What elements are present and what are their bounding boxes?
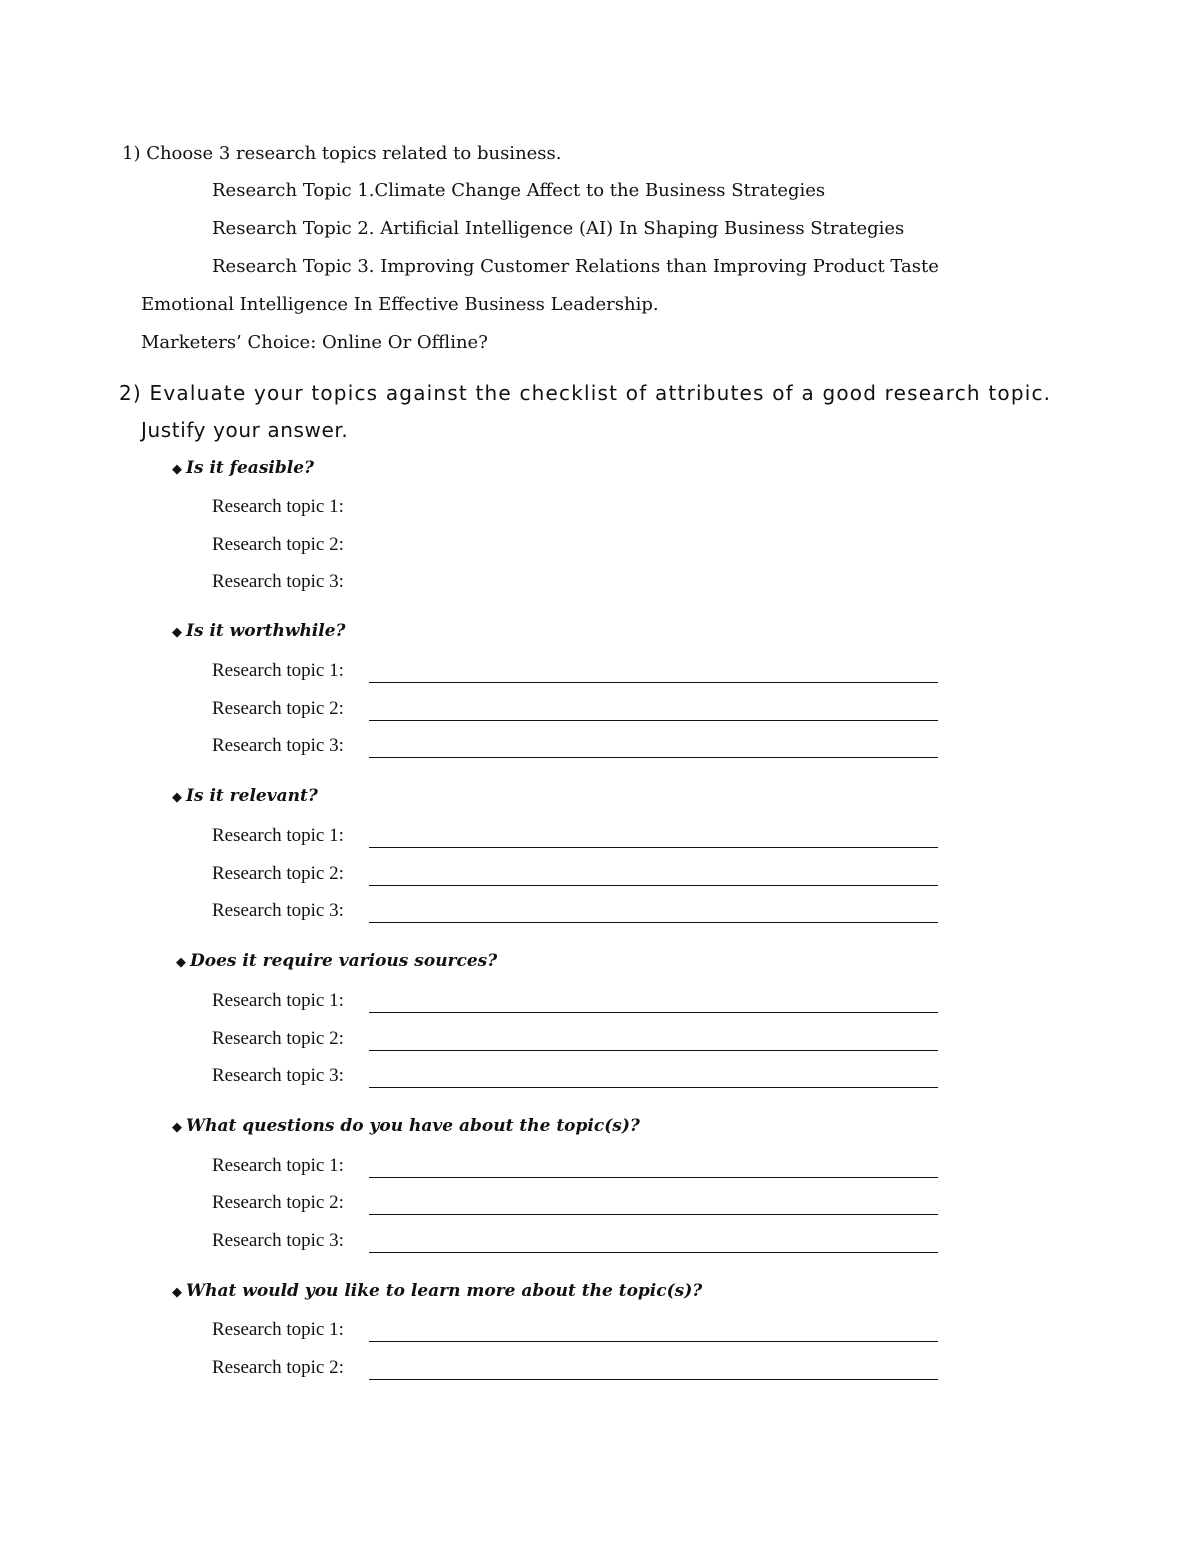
diamond-bullet-icon: ◆ xyxy=(172,462,182,477)
answer-line[interactable] xyxy=(369,847,938,848)
question-2-prompt-continued: Justify your answer. xyxy=(141,418,349,442)
answer-line[interactable] xyxy=(369,885,938,886)
criterion-question: Is it worthwhile? xyxy=(186,621,346,641)
answer-line[interactable] xyxy=(369,1341,938,1342)
criterion-relevant xyxy=(172,786,318,806)
row-label: Research topic 1: xyxy=(212,1155,344,1176)
relevant-topic-1-row[interactable] xyxy=(212,825,938,851)
questions-topic-2-row[interactable] xyxy=(212,1192,938,1218)
feasible-topic-1-row xyxy=(212,496,938,522)
answer-line[interactable] xyxy=(369,1177,938,1178)
diamond-bullet-icon: ◆ xyxy=(172,1285,182,1300)
criterion-question: What questions do you have about the topic(s)? xyxy=(186,1116,640,1136)
answer-line[interactable] xyxy=(369,1012,938,1013)
answer-line[interactable] xyxy=(369,1252,938,1253)
learn-more-topic-1-row[interactable] xyxy=(212,1319,938,1345)
row-label: Research topic 2: xyxy=(212,1192,344,1213)
sources-topic-1-row[interactable] xyxy=(212,990,938,1016)
diamond-bullet-icon: ◆ xyxy=(172,1120,182,1135)
worthwhile-topic-2-row[interactable] xyxy=(212,698,938,724)
sources-topic-3-row[interactable] xyxy=(212,1065,938,1091)
criterion-questions xyxy=(172,1116,640,1136)
row-label: Research topic 1: xyxy=(212,990,344,1011)
row-label: Research topic 2: xyxy=(212,1028,344,1049)
questions-topic-1-row[interactable] xyxy=(212,1155,938,1181)
worthwhile-topic-3-row[interactable] xyxy=(212,735,938,761)
criterion-various-sources xyxy=(176,951,497,971)
learn-more-topic-2-row[interactable] xyxy=(212,1357,938,1383)
question-1-prompt: 1) Choose 3 research topics related to business. xyxy=(122,143,562,164)
feasible-topic-3-row xyxy=(212,571,938,597)
answer-line[interactable] xyxy=(369,682,938,683)
research-topic-1: Research Topic 1.Climate Change Affect to the Business Strategies xyxy=(212,180,826,201)
worthwhile-topic-1-row[interactable] xyxy=(212,660,938,686)
criterion-question: Is it relevant? xyxy=(186,786,318,806)
sources-topic-2-row[interactable] xyxy=(212,1028,938,1054)
row-label: Research topic 1: xyxy=(212,660,344,681)
row-label: Research topic 2: xyxy=(212,534,344,555)
relevant-topic-3-row[interactable] xyxy=(212,900,938,926)
criterion-question: Does it require various sources? xyxy=(190,951,498,971)
row-label: Research topic 3: xyxy=(212,900,344,921)
answer-line[interactable] xyxy=(369,1087,938,1088)
row-label: Research topic 3: xyxy=(212,735,344,756)
diamond-bullet-icon: ◆ xyxy=(172,625,182,640)
row-label: Research topic 3: xyxy=(212,1230,344,1251)
research-topic-2: Research Topic 2. Artificial Intelligence (AI) In Shaping Business Strategies xyxy=(212,218,905,239)
answer-line[interactable] xyxy=(369,922,938,923)
answer-line[interactable] xyxy=(369,1214,938,1215)
row-label: Research topic 1: xyxy=(212,1319,344,1340)
row-label: Research topic 1: xyxy=(212,825,344,846)
row-label: Research topic 3: xyxy=(212,571,344,592)
criterion-worthwhile xyxy=(172,621,346,641)
row-label: Research topic 1: xyxy=(212,496,344,517)
extra-topic-1: Emotional Intelligence In Effective Business Leadership. xyxy=(141,294,659,315)
answer-line[interactable] xyxy=(369,720,938,721)
research-topic-3: Research Topic 3. Improving Customer Relations than Improving Product Taste xyxy=(212,256,939,277)
extra-topic-2: Marketers’ Choice: Online Or Offline? xyxy=(141,332,488,353)
diamond-bullet-icon: ◆ xyxy=(172,790,182,805)
answer-line[interactable] xyxy=(369,757,938,758)
feasible-topic-2-row xyxy=(212,534,938,560)
questions-topic-3-row[interactable] xyxy=(212,1230,938,1256)
row-label: Research topic 3: xyxy=(212,1065,344,1086)
answer-line[interactable] xyxy=(369,1050,938,1051)
row-label: Research topic 2: xyxy=(212,1357,344,1378)
row-label: Research topic 2: xyxy=(212,698,344,719)
relevant-topic-2-row[interactable] xyxy=(212,863,938,889)
diamond-bullet-icon: ◆ xyxy=(176,955,186,970)
criterion-learn-more xyxy=(172,1281,702,1301)
question-2-prompt: 2) Evaluate your topics against the checklist of attributes of a good research topic. xyxy=(119,381,1052,405)
row-label: Research topic 2: xyxy=(212,863,344,884)
criterion-question: What would you like to learn more about the topic(s)? xyxy=(186,1281,703,1301)
answer-line[interactable] xyxy=(369,1379,938,1380)
criterion-feasible xyxy=(172,458,314,478)
criterion-question: Is it feasible? xyxy=(186,458,314,478)
